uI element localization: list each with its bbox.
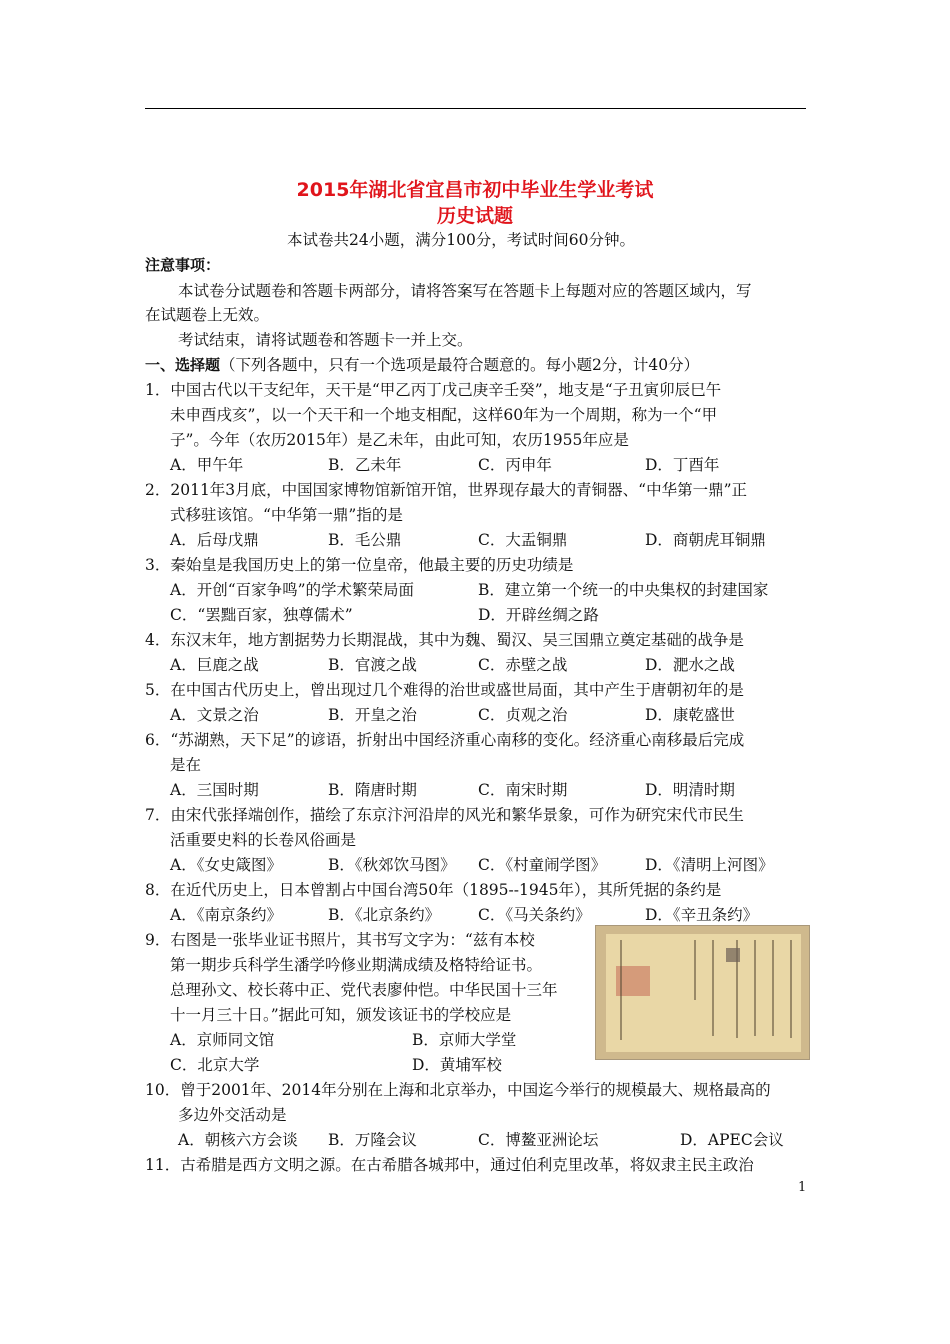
q8-option-a: A．《南京条约》 bbox=[170, 906, 282, 924]
q7-option-d: D．《清明上河图》 bbox=[645, 856, 774, 874]
q3-option-c: C．“罢黜百家，独尊儒术” bbox=[170, 606, 353, 624]
q7-line-2: 活重要史料的长卷风俗画是 bbox=[170, 831, 357, 849]
q4-line-1: 4．东汉末年，地方割据势力长期混战，其中为魏、蜀汉、吴三国鼎立奠定基础的战争是 bbox=[145, 631, 744, 649]
certificate-text-column bbox=[712, 940, 714, 1036]
certificate-text-column bbox=[772, 940, 774, 1036]
q6-option-a: A．三国时期 bbox=[170, 781, 259, 799]
section1-heading: 一、选择题 bbox=[145, 356, 221, 374]
q1-line-1: 1．中国古代以干支纪年，天干是“甲乙丙丁戊己庚辛壬癸”，地支是“子丑寅卯辰巳午 bbox=[145, 381, 722, 399]
q6-line-1: 6．“苏湖熟，天下足”的谚语，折射出中国经济重心南移的变化。经济重心南移最后完成 bbox=[145, 731, 745, 749]
q10-line-2: 多边外交活动是 bbox=[178, 1106, 287, 1124]
q4-option-c: C．赤壁之战 bbox=[478, 656, 568, 674]
q2-option-b: B．毛公鼎 bbox=[328, 531, 402, 549]
q3-option-b: B．建立第一个统一的中央集权的封建国家 bbox=[478, 581, 769, 599]
q6-option-c: C．南宋时期 bbox=[478, 781, 568, 799]
q2-option-c: C．大盂铜鼎 bbox=[478, 531, 568, 549]
q9-line-2: 第一期步兵科学生潘学吟修业期满成绩及格特给证书。 bbox=[170, 956, 543, 974]
q7-option-c: C．《村童闹学图》 bbox=[478, 856, 607, 874]
q4-option-b: B．官渡之战 bbox=[328, 656, 417, 674]
q1-line-2: 未申酉戌亥”，以一个天干和一个地支相配，这样60年为一个周期，称为一个“甲 bbox=[170, 406, 718, 424]
notice-line-1: 本试卷分试题卷和答题卡两部分，请将答案写在答题卡上每题对应的答题区域内，写 bbox=[178, 282, 752, 300]
section1-desc: （下列各题中，只有一个选项是最符合题意的。每小题2分，计40分） bbox=[220, 356, 700, 374]
q2-option-d: D．商朝虎耳铜鼎 bbox=[645, 531, 766, 549]
q7-line-1: 7．由宋代张择端创作，描绘了东京汴河沿岸的风光和繁华景象，可作为研究宋代市民生 bbox=[145, 806, 744, 824]
q2-line-2: 式移驻该馆。“中华第一鼎”指的是 bbox=[170, 506, 403, 524]
q3-option-a: A．开创“百家争鸣”的学术繁荣局面 bbox=[170, 581, 415, 599]
notice-line-3: 考试结束，请将试题卷和答题卡一并上交。 bbox=[178, 331, 473, 349]
certificate-text-column bbox=[754, 940, 756, 1036]
certificate-text-column bbox=[620, 940, 622, 1040]
certificate-text-column bbox=[790, 940, 792, 1038]
q9-option-b: B．京师大学堂 bbox=[412, 1031, 517, 1049]
certificate-text-column bbox=[694, 940, 696, 1000]
q2-option-a: A．后母戊鼎 bbox=[170, 531, 259, 549]
q7-option-a: A．《女史箴图》 bbox=[170, 856, 282, 874]
q10-option-c: C．博鳌亚洲论坛 bbox=[478, 1131, 599, 1149]
q9-line-3: 总理孙文、校长蒋中正、党代表廖仲恺。中华民国十三年 bbox=[170, 981, 558, 999]
q10-line-1: 10．曾于2001年、2014年分别在上海和北京举办，中国迄今举行的规模最大、规格最高的 bbox=[145, 1081, 771, 1099]
q5-line-1: 5．在中国古代历史上，曾出现过几个难得的治世或盛世局面，其中产生于唐朝初年的是 bbox=[145, 681, 744, 699]
notice-line-2: 在试题卷上无效。 bbox=[145, 306, 270, 324]
q5-option-c: C．贞观之治 bbox=[478, 706, 568, 724]
q4-option-d: D．淝水之战 bbox=[645, 656, 735, 674]
certificate-blur-mark bbox=[726, 948, 740, 962]
q4-option-a: A．巨鹿之战 bbox=[170, 656, 259, 674]
q9-option-c: C．北京大学 bbox=[170, 1056, 260, 1074]
q10-option-a: A．朝核六方会谈 bbox=[178, 1131, 298, 1149]
q7-option-b: B．《秋郊饮马图》 bbox=[328, 856, 456, 874]
q11-line-1: 11．古希腊是西方文明之源。在古希腊各城邦中，通过伯利克里改革，将奴隶主民主政治 bbox=[145, 1156, 754, 1174]
q1-option-d: D．丁酉年 bbox=[645, 456, 720, 474]
exam-subtitle: 历史试题 bbox=[436, 205, 513, 227]
exam-title: 2015年湖北省宜昌市初中毕业生学业考试 bbox=[296, 179, 654, 201]
q1-option-c: C．丙申年 bbox=[478, 456, 552, 474]
q8-option-c: C．《马关条约》 bbox=[478, 906, 591, 924]
q8-option-b: B．《北京条约》 bbox=[328, 906, 441, 924]
q10-option-b: B．万隆会议 bbox=[328, 1131, 417, 1149]
q3-option-d: D．开辟丝绸之路 bbox=[478, 606, 599, 624]
q10-option-d: D．APEC会议 bbox=[680, 1131, 784, 1149]
exam-info: 本试卷共24小题，满分100分，考试时间60分钟。 bbox=[287, 231, 636, 249]
q5-option-d: D．康乾盛世 bbox=[645, 706, 735, 724]
q6-option-d: D．明清时期 bbox=[645, 781, 735, 799]
q8-option-d: D．《辛丑条约》 bbox=[645, 906, 759, 924]
q6-option-b: B．隋唐时期 bbox=[328, 781, 417, 799]
q5-option-b: B．开皇之治 bbox=[328, 706, 417, 724]
header-rule bbox=[145, 108, 806, 109]
q9-option-d: D．黄埔军校 bbox=[412, 1056, 502, 1074]
notice-heading: 注意事项： bbox=[145, 256, 221, 274]
q5-option-a: A．文景之治 bbox=[170, 706, 259, 724]
q9-option-a: A．京师同文馆 bbox=[170, 1031, 275, 1049]
q8-line-1: 8．在近代历史上，日本曾割占中国台湾50年（1895--1945年），其所凭据的条约是 bbox=[145, 881, 722, 899]
q1-option-a: A．甲午年 bbox=[170, 456, 244, 474]
q6-line-2: 是在 bbox=[170, 756, 202, 774]
page-number: 1 bbox=[798, 1180, 807, 1195]
certificate-photo bbox=[595, 925, 810, 1060]
q1-option-b: B．乙未年 bbox=[328, 456, 402, 474]
q9-line-1: 9．右图是一张毕业证书照片，其书写文字为：“兹有本校 bbox=[145, 931, 535, 949]
q2-line-1: 2．2011年3月底，中国国家博物馆新馆开馆，世界现存最大的青铜器、“中华第一鼎”正 bbox=[145, 481, 748, 499]
q9-line-4: 十一月三十日。”据此可知，颁发该证书的学校应是 bbox=[170, 1006, 512, 1024]
section1-header bbox=[145, 353, 699, 375]
q1-line-3: 子”。今年（农历2015年）是乙未年，由此可知，农历1955年应是 bbox=[170, 431, 629, 449]
q3-line-1: 3．秦始皇是我国历史上的第一位皇帝，他最主要的历史功绩是 bbox=[145, 556, 574, 574]
